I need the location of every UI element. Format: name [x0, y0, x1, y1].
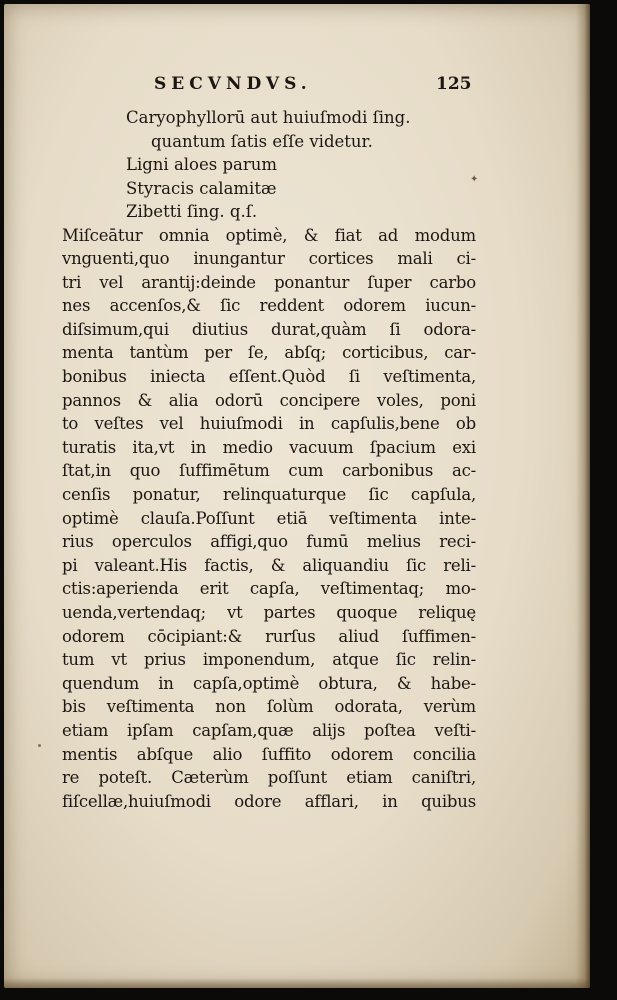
- page-header: [62, 74, 482, 104]
- text-line: diſsimum,qui diutius durat,quàm ſi odora-: [62, 319, 476, 339]
- text-line: tri vel arantij:deinde ponantur ſuper carbo: [62, 272, 476, 292]
- ingredient-line: quantum ſatis eſſe videtur.: [151, 131, 373, 151]
- running-head: SECVNDVS.: [154, 74, 312, 94]
- text-line: cenſis ponatur, relinquaturque ſic capſula,: [62, 485, 476, 505]
- text-line: optimè clauſa.Poſſunt etiā veſtimenta inte-: [62, 508, 476, 528]
- text-line: nes accenſos,& ſic reddent odorem iucun-: [62, 296, 476, 316]
- ingredient-line: Zibetti ſing. q.ſ.: [126, 202, 258, 221]
- ingredient-list: [126, 106, 482, 224]
- page-text-block: [62, 74, 482, 813]
- marginal-ink-mark: ✦: [470, 174, 479, 185]
- text-line: Miſceātur omnia optimè, & fiat ad modum: [62, 225, 476, 245]
- text-line: uenda,vertendaq; vt partes quoque reliquę: [62, 603, 476, 622]
- text-line: to veſtes vel huiuſmodi in capſulis,bene ob: [62, 414, 476, 434]
- page-edge-shadow: [576, 4, 590, 988]
- text-line: fiſcellæ,huiuſmodi odore afflari, in quibus: [62, 791, 476, 811]
- text-line: turatis ita,vt in medio vacuum ſpacium exi: [62, 437, 476, 457]
- text-line: mentis abſque alio ſuffito odorem concilia: [62, 744, 476, 764]
- page-number: 125: [436, 74, 472, 94]
- body-paragraph: [62, 224, 482, 814]
- text-line: bis veſtimenta non ſolùm odorata, verùm: [62, 697, 476, 717]
- book-page: [4, 4, 590, 988]
- text-line: ctis:aperienda erit capſa, veſtimentaq; mo-: [62, 579, 476, 599]
- text-line: tum vt prius imponendum, atque ſic relin-: [62, 650, 476, 670]
- ingredient-line: Styracis calamitæ: [126, 178, 277, 198]
- text-line: ſtat,in quo ſuffimētum cum carbonibus ac-: [62, 461, 476, 481]
- text-line: bonibus iniecta eſſent.Quòd ſi veſtimenta,: [62, 367, 476, 387]
- text-line: pannos & alia odorū concipere voles, poni: [62, 390, 476, 410]
- text-line: re poteſt. Cæterùm poſſunt etiam caniſtri,: [62, 768, 476, 788]
- text-line: menta tantùm per ſe, abſq; corticibus, car-: [62, 343, 476, 363]
- text-line: pi valeant.His factis, & aliquandiu ſic reli-: [62, 555, 476, 575]
- page-bottom-shadow: [4, 978, 590, 988]
- text-line: quendum in capſa,optimè obtura, & habe-: [62, 673, 476, 693]
- text-line: rius operculos affigi,quo fumū melius reci-: [62, 532, 476, 552]
- text-line: vnguenti,quo inungantur cortices mali ci-: [62, 249, 476, 269]
- margin-spot: [38, 744, 41, 747]
- text-line: odorem cōcipiant:& rurſus aliud ſuffimen-: [62, 626, 476, 646]
- ingredient-line: Caryophyllorū aut huiuſmodi ſing.: [126, 108, 411, 127]
- ingredient-line: Ligni aloes parum: [126, 155, 278, 174]
- text-line: etiam ipſam capſam,quæ alijs poſtea veſti-: [62, 720, 476, 740]
